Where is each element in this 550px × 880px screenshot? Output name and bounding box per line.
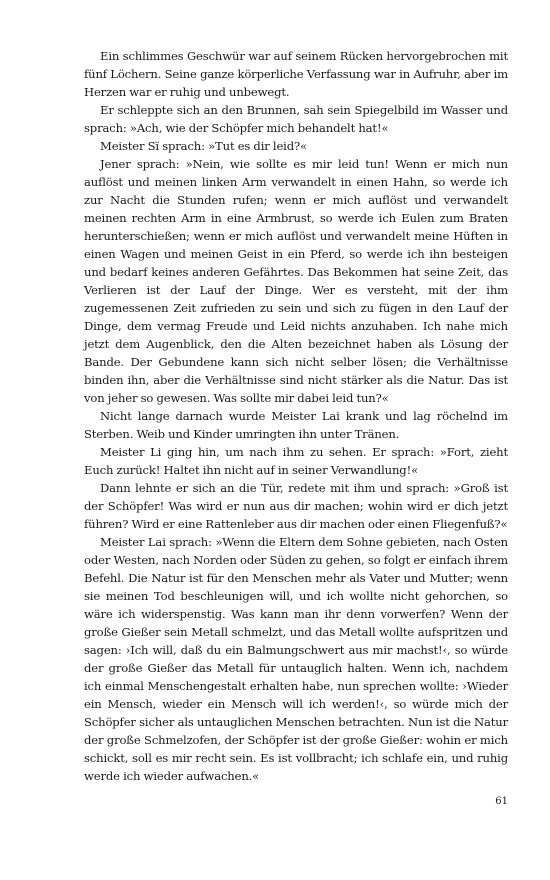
page-number: 61: [495, 796, 508, 807]
paragraph: Meister Li ging hin, um nach ihm zu sehen. Er sprach: »Fort, zieht Euch zurück! Haltet ihn nicht auf in seiner Verwandlung!«: [84, 445, 508, 477]
body-text: [84, 47, 508, 785]
paragraph: Meister Sï sprach: »Tut es dir leid?«: [100, 139, 307, 153]
paragraph: Ein schlimmes Geschwür war auf seinem Rücken hervorgebrochen mit fünf Löchern. Seine ganze körperliche Verfassung war in Aufruhr, aber im Herzen war er ruhig und unbewegt.: [84, 49, 508, 99]
book-page: [84, 47, 508, 785]
paragraph: Jener sprach: »Nein, wie sollte es mir leid tun! Wenn er mich nun auflöst und meinen linken Arm verwandelt in einen Hahn, so werde ich zur Nacht die Stunden rufen; wenn er mich auflöst und verwandelt meinen rechten Arm in eine Armbrust, so werde ich Eulen zum Braten herunterschießen; wenn er mich auflöst und verwandelt meine Hüften in einen Wagen und meinen Geist in ein Pferd, so werde ich ihn besteigen und bedarf keines anderen Gefährtes. Das Bekommen hat seine Zeit, das Verlieren ist der Lauf der Dinge. Wer es versteht, mit der ihm zugemessenen Zeit zufrieden zu sein und sich zu fügen in den Lauf der Dinge, dem vermag Freude und Leid nichts anzuhaben. Ich nahe mich jetzt dem Augenblick, den die Alten bezeichnet haben als Lösung der Bande. Der Gebundene kann sich nicht selber lösen; die Verhältnisse binden ihn, aber die Verhältnisse sind nicht stärker als die Natur. Das ist von jeher so gewesen. Was sollte mir dabei leid tun?«: [84, 157, 508, 405]
paragraph: Meister Lai sprach: »Wenn die Eltern dem Sohne gebieten, nach Osten oder Westen, nach Norden oder Süden zu gehen, so folgt er einfach ihrem Befehl. Die Natur ist für den Menschen mehr als Vater und Mutter; wenn sie meinen Tod beschleunigen will, und ich wollte nicht gehorchen, so wäre ich widerspenstig. Was kann man ihr denn vorwerfen? Wenn der große Gießer sein Metall schmelzt, und das Metall wollte aufspritzen und sagen: ›Ich will, daß du ein Balmungschwert aus mir machst!‹, so würde der große Gießer das Metall für untauglich halten. Wenn ich, nachdem ich einmal Menschengestalt erhalten habe, nun sprechen wollte: ›Wieder ein Mensch, wieder ein Mensch will ich werden!‹, so würde mich der Schöpfer sicher als untauglichen Menschen betrachten. Nun ist die Natur der große Schmelzofen, der Schöpfer ist der große Gießer: wohin er mich schickt, soll es mir recht sein. Es ist vollbracht; ich schlafe ein, und ruhig werde ich wieder aufwachen.«: [84, 535, 508, 783]
paragraph: Nicht lange darnach wurde Meister Lai krank und lag röchelnd im Sterben. Weib und Kinder umringten ihn unter Tränen.: [84, 409, 508, 441]
paragraph: Dann lehnte er sich an die Tür, redete mit ihm und sprach: »Groß ist der Schöpfer! Was wird er nun aus dir machen; wohin wird er dich jetzt führen? Wird er eine Rattenleber aus dir machen oder einen Fliegenfuß?«: [84, 481, 508, 531]
paragraph: Er schleppte sich an den Brunnen, sah sein Spiegelbild im Wasser und sprach: »Ach, wie der Schöpfer mich behandelt hat!«: [84, 103, 508, 135]
